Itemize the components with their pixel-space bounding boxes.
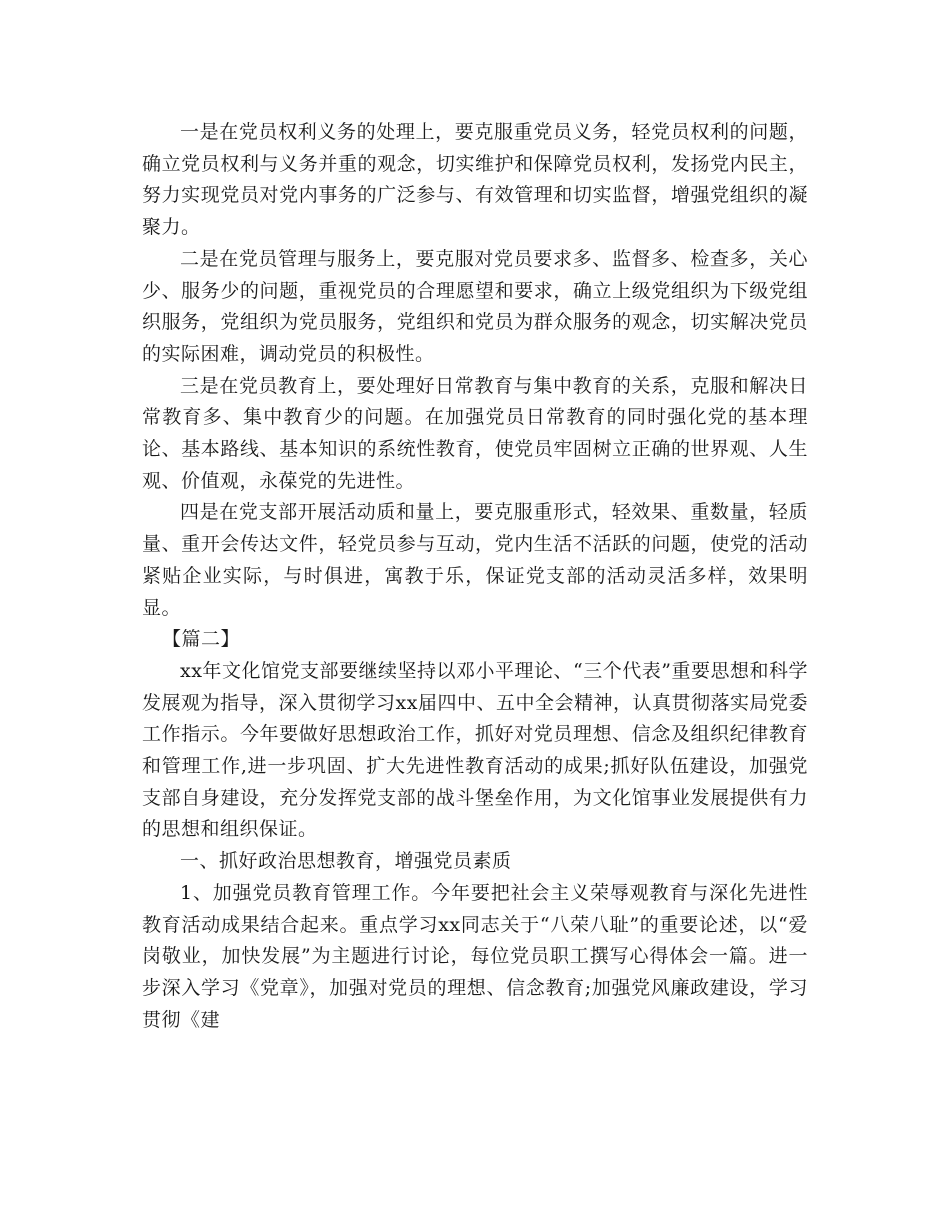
- paragraph-2: 二是在党员管理与服务上，要克服对党员要求多、监督多、检查多，关心少、服务少的问题，重视党员的合理愿望和要求，确立上级党组织为下级党组织服务，党组织为党员服务，党组织和党员为群众服务的观念，切实解决党员的实际困难，调动党员的积极性。: [142, 247, 808, 365]
- paragraph-6: 1、加强党员教育管理工作。今年要把社会主义荣辱观教育与深化先进性教育活动成果结合起来。重点学习xx同志关于“八荣八耻”的重要论述，以“爱岗敬业，加快发展”为主题进行讨论，每位党员职工撰写心得体会一篇。进一步深入学习《党章》，加强对党员的理想、信念教育;加强党风廉政建设，学习贯彻《建: [142, 881, 808, 1031]
- paragraph-3: 三是在党员教育上，要处理好日常教育与集中教育的关系，克服和解决日常教育多、集中教育少的问题。在加强党员日常教育的同时强化党的基本理论、基本路线、基本知识的系统性教育，使党员牢固树立正确的世界观、人生观、价值观，永葆党的先进性。: [142, 374, 808, 492]
- paragraph-4: 四是在党支部开展活动质和量上，要克服重形式，轻效果、重数量，轻质量、重开会传达文件，轻党员参与互动，党内生活不活跃的问题，使党的活动紧贴企业实际，与时俱进，寓教于乐，保证党支部的活动灵活多样，效果明显。: [142, 501, 808, 619]
- paragraph-1: 一是在党员权利义务的处理上，要克服重党员义务，轻党员权利的问题，确立党员权利与义务并重的观念，切实维护和保障党员权利，发扬党内民主，努力实现党员对党内事务的广泛参与、有效管理和切实监督，增强党组织的凝聚力。: [142, 121, 808, 239]
- document-body: [142, 117, 808, 1036]
- subheading-1: 一、抓好政治思想教育，增强党员素质: [180, 850, 512, 873]
- section-heading: 【篇二】: [162, 628, 241, 651]
- paragraph-5: xx年文化馆党支部要继续坚持以邓小平理论、“三个代表”重要思想和科学发展观为指导，深入贯彻学习xx届四中、五中全会精神，认真贯彻落实局党委工作指示。今年要做好思想政治工作，抓好对党员理想、信念及组织纪律教育和管理工作,进一步巩固、扩大先进性教育活动的成果;抓好队伍建设，加强党支部自身建设，充分发挥党支部的战斗堡垒作用，为文化馆事业发展提供有力的思想和组织保证。: [142, 659, 808, 841]
